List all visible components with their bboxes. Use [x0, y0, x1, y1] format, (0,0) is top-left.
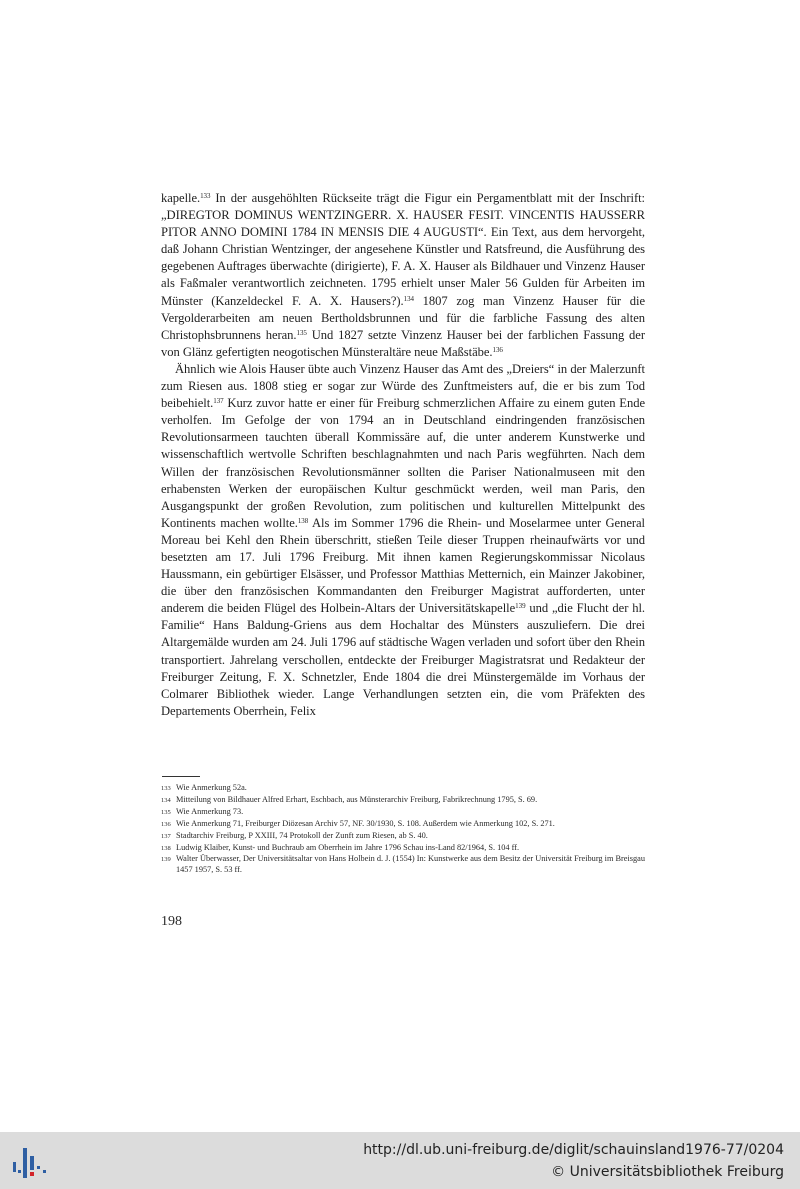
paragraph — [161, 190, 645, 361]
footnote-ref[interactable]: 138 — [297, 516, 309, 525]
footnote-number: 136 — [161, 820, 171, 828]
footnote-ref[interactable]: 137 — [213, 397, 224, 406]
footnote-number: 138 — [161, 844, 171, 852]
footer-bar — [0, 1132, 800, 1189]
text-segment: Als im Sommer 1796 die Rhein- und Moselarmee unter General Moreau bei Kehl den Rhein überschritt, stießen Teile dieser Truppen rheinaufwärts vor und besetzten am 17. Juli 1796 Freiburg. Mit ihnen kamen Regierungskommissar Nicolaus Haussmann, ein gebürtiger Elsässer, und Professor Matthias Metternich, ein Mainzer Jakobiner, die über den französischen Kommandanten den Freiburger Magistrat aufforderten, unter anderem die beiden Flügel des Holbein-Altars der Universitätskapelle — [161, 515, 645, 616]
footnote-number: 133 — [161, 785, 171, 792]
text-segment: Kurz zuvor hatte er einer für Freiburg schmerzlichen Affaire zu einem guten Ende verholfen. Im Gefolge der von 1794 an in Deutschland eindringenden französischen Revolutionsarmeen tauchten überall Kommissäre auf, die unter anderem Kunstwerke und wissenschaftlich wertvolle Schriften beschlagnahmten und nach Paris wegführten. Nach dem Willen der französischen Revolutionsmänner sollten die Pariser Nationalmuseen mit den erhabensten Werken der europäischen Kultur geschmückt werden, weil man Paris, den Ausgangspunkt der großen Revolution, zum politischen und kulturellen Mittelpunkt des Kontinents machen wollte. — [161, 396, 645, 530]
footnote-text: Wie Anmerkung 73. — [176, 806, 244, 816]
text-segment: kapelle. — [161, 191, 201, 205]
main-text — [161, 190, 645, 720]
footnote-ref[interactable]: 139 — [515, 602, 526, 611]
footnote-number: 134 — [161, 796, 171, 804]
footnote-text: Wie Anmerkung 71, Freiburger Diözesan Archiv 57, NF. 30/1930, S. 108. Außerdem wie Anmerkung 102, S. 271. — [176, 818, 555, 828]
text-segment: 1807 zog man Vinzenz Hauser für die Vergolderarbeiten am neuen Bertholdsbrunnen und für die farbliche Fassung des alten Christophsbrunnens heran. — [161, 293, 645, 342]
footnote-ref[interactable]: 134 — [403, 294, 415, 303]
text-segment: Und 1827 setzte Vinzenz Hauser bei der farblichen Fassung der von Glänz gefertigten neogotischen Münsteraltäre neue Maßstäbe. — [161, 327, 645, 359]
footnote-number: 139 — [161, 856, 171, 864]
footnote-divider — [162, 776, 200, 777]
footnote-ref[interactable]: 136 — [492, 345, 503, 354]
paragraph — [161, 361, 645, 720]
footnote — [161, 854, 645, 876]
footnote-number: 137 — [161, 832, 171, 840]
footnote — [161, 843, 645, 855]
text-segment: Ähnlich wie Alois Hauser übte auch Vinzenz Hauser das Amt des „Dreiers“ in der Malerzunft zum Riesen aus. 1808 stieg er sogar zur Würde des Zunftmeisters auf, die er bis zum Tod beibehielt. — [161, 361, 645, 411]
footnote — [161, 831, 645, 843]
footnote-text: Stadtarchiv Freiburg, P XXIII, 74 Protokoll der Zunft zum Riesen, ab S. 40. — [176, 830, 428, 840]
footnote-text: Ludwig Klaiber, Kunst- und Buchraub am Oberrhein im Jahre 1796 Schau ins-Land 82/1964, S. 104 ff. — [176, 842, 520, 852]
text-segment: In der ausgehöhlten Rückseite trägt die Figur ein Pergamentblatt mit der Inschrift: „DIREGTOR DOMINUS WENTZINGERR. X. HAUSER FESIT. VINCENTIS HAUSSERR PITOR ANNO DOMINI 1784 IN MENSIS DIE 4 AUGUSTI“. Ein Text, aus dem hervorgeht, daß Johann Christian Wentzinger, der angesehene Künstler und Ratsfreund, die Ausführung des gegebenen Auftrages überwachte (dirigierte), F. A. X. Hauser als Bildhauer und Vinzenz Hauser als Faßmaler verantwortlich zeichneten. 1795 erhielt unser Maler 56 Gulden für Arbeiten im Münster (Kanzeldeckel F. A. X. Hausers?). — [161, 191, 645, 308]
document-url-link[interactable]: http://dl.ub.uni-freiburg.de/diglit/schauinsland1976-77/0204 — [363, 1142, 784, 1158]
footnotes — [161, 783, 645, 876]
page-number: 198 — [161, 914, 182, 929]
footnote — [161, 807, 645, 819]
text-segment: und „die Flucht der hl. Familie“ Hans Baldung-Griens aus dem Hochaltar des Münsters auszuliefern. Die drei Altargemälde wurden am 24. Juli 1796 auf städtische Wagen verladen und sofort über den Rhein transportiert. Jahrelang verschollen, entdeckte der Freiburger Magistratsrat und Redakteur der Freiburger Zeitung, F. X. Schnetzler, Ende 1804 die drei Münstergemälde im Vorhaus der Colmarer Bibliothek wieder. Lange Verhandlungen setzten ein, die vom Präfekten des Departements Oberrhein, Felix — [161, 601, 646, 718]
footnote-text: Walter Überwasser, Der Universitätsaltar von Hans Holbein d. J. (1554) In: Kunstwerke aus dem Besitz der Universität Freiburg im Breisgau 1457 1957, S. 53 ff. — [176, 854, 645, 875]
footnote — [161, 783, 645, 795]
footnote-ref[interactable]: 135 — [296, 328, 307, 337]
footnote-text: Wie Anmerkung 52a. — [176, 783, 247, 792]
copyright-text: © Universitätsbibliothek Freiburg — [551, 1164, 784, 1180]
footnote-number: 135 — [161, 808, 171, 816]
footnote-text: Mitteilung von Bildhauer Alfred Erhart, Eschbach, aus Münsterarchiv Freiburg, Fabrikrechnung 1795, S. 69. — [176, 794, 538, 804]
footnote — [161, 795, 645, 807]
footnote — [161, 819, 645, 831]
footnote-ref[interactable]: 133 — [200, 192, 211, 200]
library-logo-icon[interactable] — [12, 1142, 52, 1182]
